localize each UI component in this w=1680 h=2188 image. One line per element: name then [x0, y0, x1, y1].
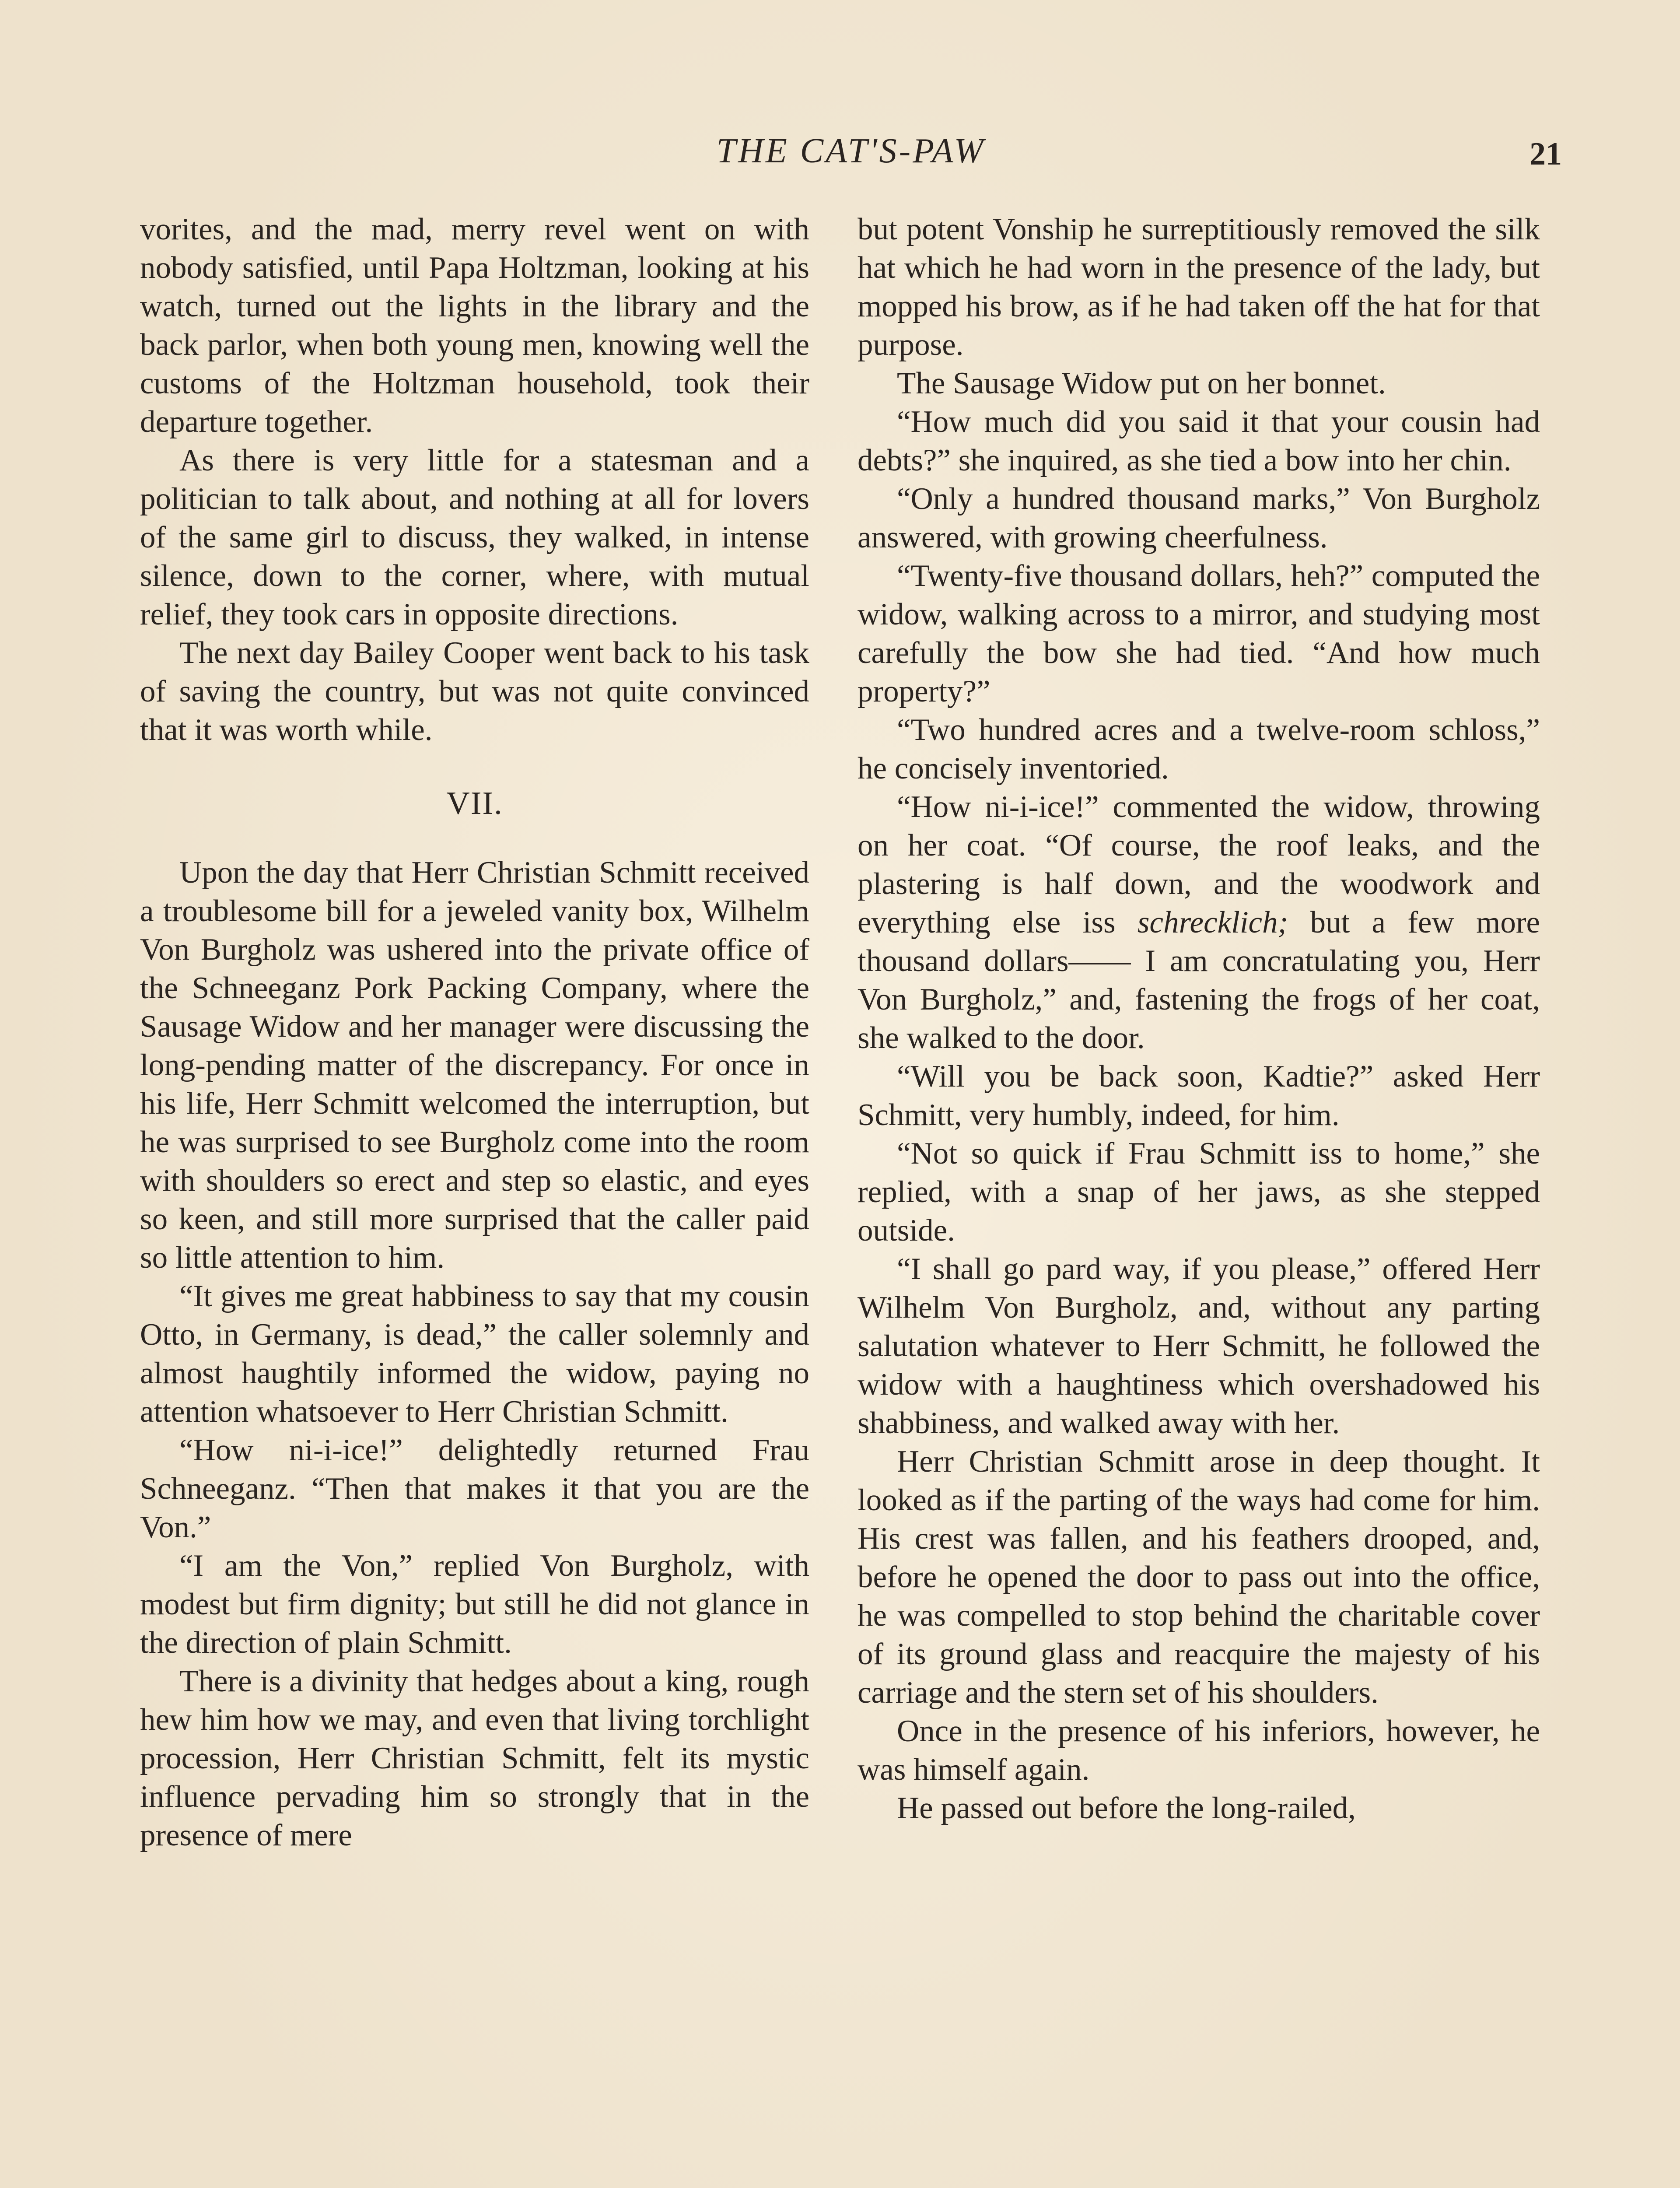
paragraph: but potent Vonship he surreptitiously removed the silk hat which he had worn in the presence of the lady, but mopped his brow, as if he had taken off the hat for that purpose. [858, 212, 1540, 362]
paragraph: As there is very little for a statesman and a politician to talk about, and nothing at all for lovers of the same girl to discuss, they walked, in intense silence, down to the corner, where, with mutual relief, they took cars in opposite directions. [140, 443, 809, 631]
paragraph: “How ni-i-ice!” delightedly returned Frau Schneeganz. “Then that makes it that you are the Von.” [140, 1433, 809, 1544]
paragraph: “It gives me great habbiness to say that my cousin Otto, in Germany, is dead,” the caller solemnly and almost haughtily informed the widow, paying no attention whatsoever to Herr Christian Schmitt. [140, 1279, 809, 1429]
paragraph: “Only a hundred thousand marks,” Von Burgholz answered, with growing cheerfulness. [858, 482, 1540, 554]
paragraph: “Twenty-five thousand dollars, heh?” computed the widow, walking across to a mirror, and studying most carefully the bow she had tied. “And how much property?” [858, 559, 1540, 708]
paragraph: “I shall go pard way, if you please,” offered Herr Wilhelm Von Burgholz, and, without any parting salutation whatever to Herr Schmitt, he followed the widow with a haughtiness which overshadowed his shabbiness, and walked away with her. [858, 1252, 1540, 1440]
section-heading: VII. [446, 785, 503, 821]
paragraph: “How much did you said it that your cousin had debts?” she inquired, as she tied a bow into her chin. [858, 405, 1540, 477]
left-column [140, 210, 809, 1855]
paragraph: “Two hundred acres and a twelve-room schloss,” he concisely inventoried. [858, 713, 1540, 785]
text-run: “How ni-i-ice!” commented the widow, throwing on her coat. “Of course, the roof leaks, and the plastering is half down, and the woodwork and everything else iss [858, 790, 1540, 940]
running-title: THE CAT'S-PAW [716, 132, 986, 170]
paragraph: He passed out before the long-railed, [897, 1791, 1356, 1825]
paragraph: Herr Christian Schmitt arose in deep thought. It looked as if the parting of the ways had come for him. His crest was fallen, and his feathers drooped, and, before he opened the door to pass out into the office, he was compelled to stop behind the charitable cover of its ground glass and reacquire the majesty of his carriage and the stern set of his shoulders. [858, 1445, 1540, 1710]
paragraph: “Not so quick if Frau Schmitt iss to home,” she replied, with a snap of her jaws, as she stepped outside. [858, 1136, 1540, 1248]
paragraph [858, 788, 1540, 1057]
paragraph: Once in the presence of his inferiors, however, he was himself again. [858, 1714, 1540, 1787]
text-run: but a few more thousand dollars—— I am concratulating you, Herr Von Burgholz,” and, fastening the frogs of her coat, she walked to the door. [858, 905, 1540, 1055]
page-header [140, 127, 1562, 184]
paragraph: The Sausage Widow put on her bonnet. [897, 366, 1386, 400]
paragraph: The next day Bailey Cooper went back to his task of saving the country, but was not quite convinced that it was worth while. [140, 636, 809, 747]
paragraph: “Will you be back soon, Kadtie?” asked Herr Schmitt, very humbly, indeed, for him. [858, 1059, 1540, 1132]
paragraph: “I am the Von,” replied Von Burgholz, with modest but firm dignity; but still he did not glance in the direction of plain Schmitt. [140, 1549, 809, 1660]
page-number: 21 [1530, 136, 1562, 172]
paragraph: Upon the day that Herr Christian Schmitt received a troublesome bill for a jeweled vanity box, Wilhelm Von Burgholz was ushered into the private office of the Schneeganz Pork Packing Company, where the Sausage Widow and her manager were discussing the long-pending matter of the discrepancy. For once in his life, Herr Schmitt welcomed the interruption, but he was surprised to see Burgholz come into the room with shoulders so erect and step so elastic, and eyes so keen, and still more surprised that the caller paid so little attention to him. [140, 856, 809, 1275]
paragraph: There is a divinity that hedges about a king, rough hew him how we may, and even that living torchlight procession, Herr Christian Schmitt, felt its mystic influence pervading him so strongly that in the presence of mere [140, 1664, 809, 1852]
right-column [858, 210, 1540, 1827]
italic-text: schrecklich; [1137, 905, 1288, 940]
paragraph: vorites, and the mad, merry revel went on with nobody satisfied, until Papa Holtzman, looking at his watch, turned out the lights in the library and the back parlor, when both young men, knowing well the customs of the Holtzman household, took their departure together. [140, 212, 809, 439]
